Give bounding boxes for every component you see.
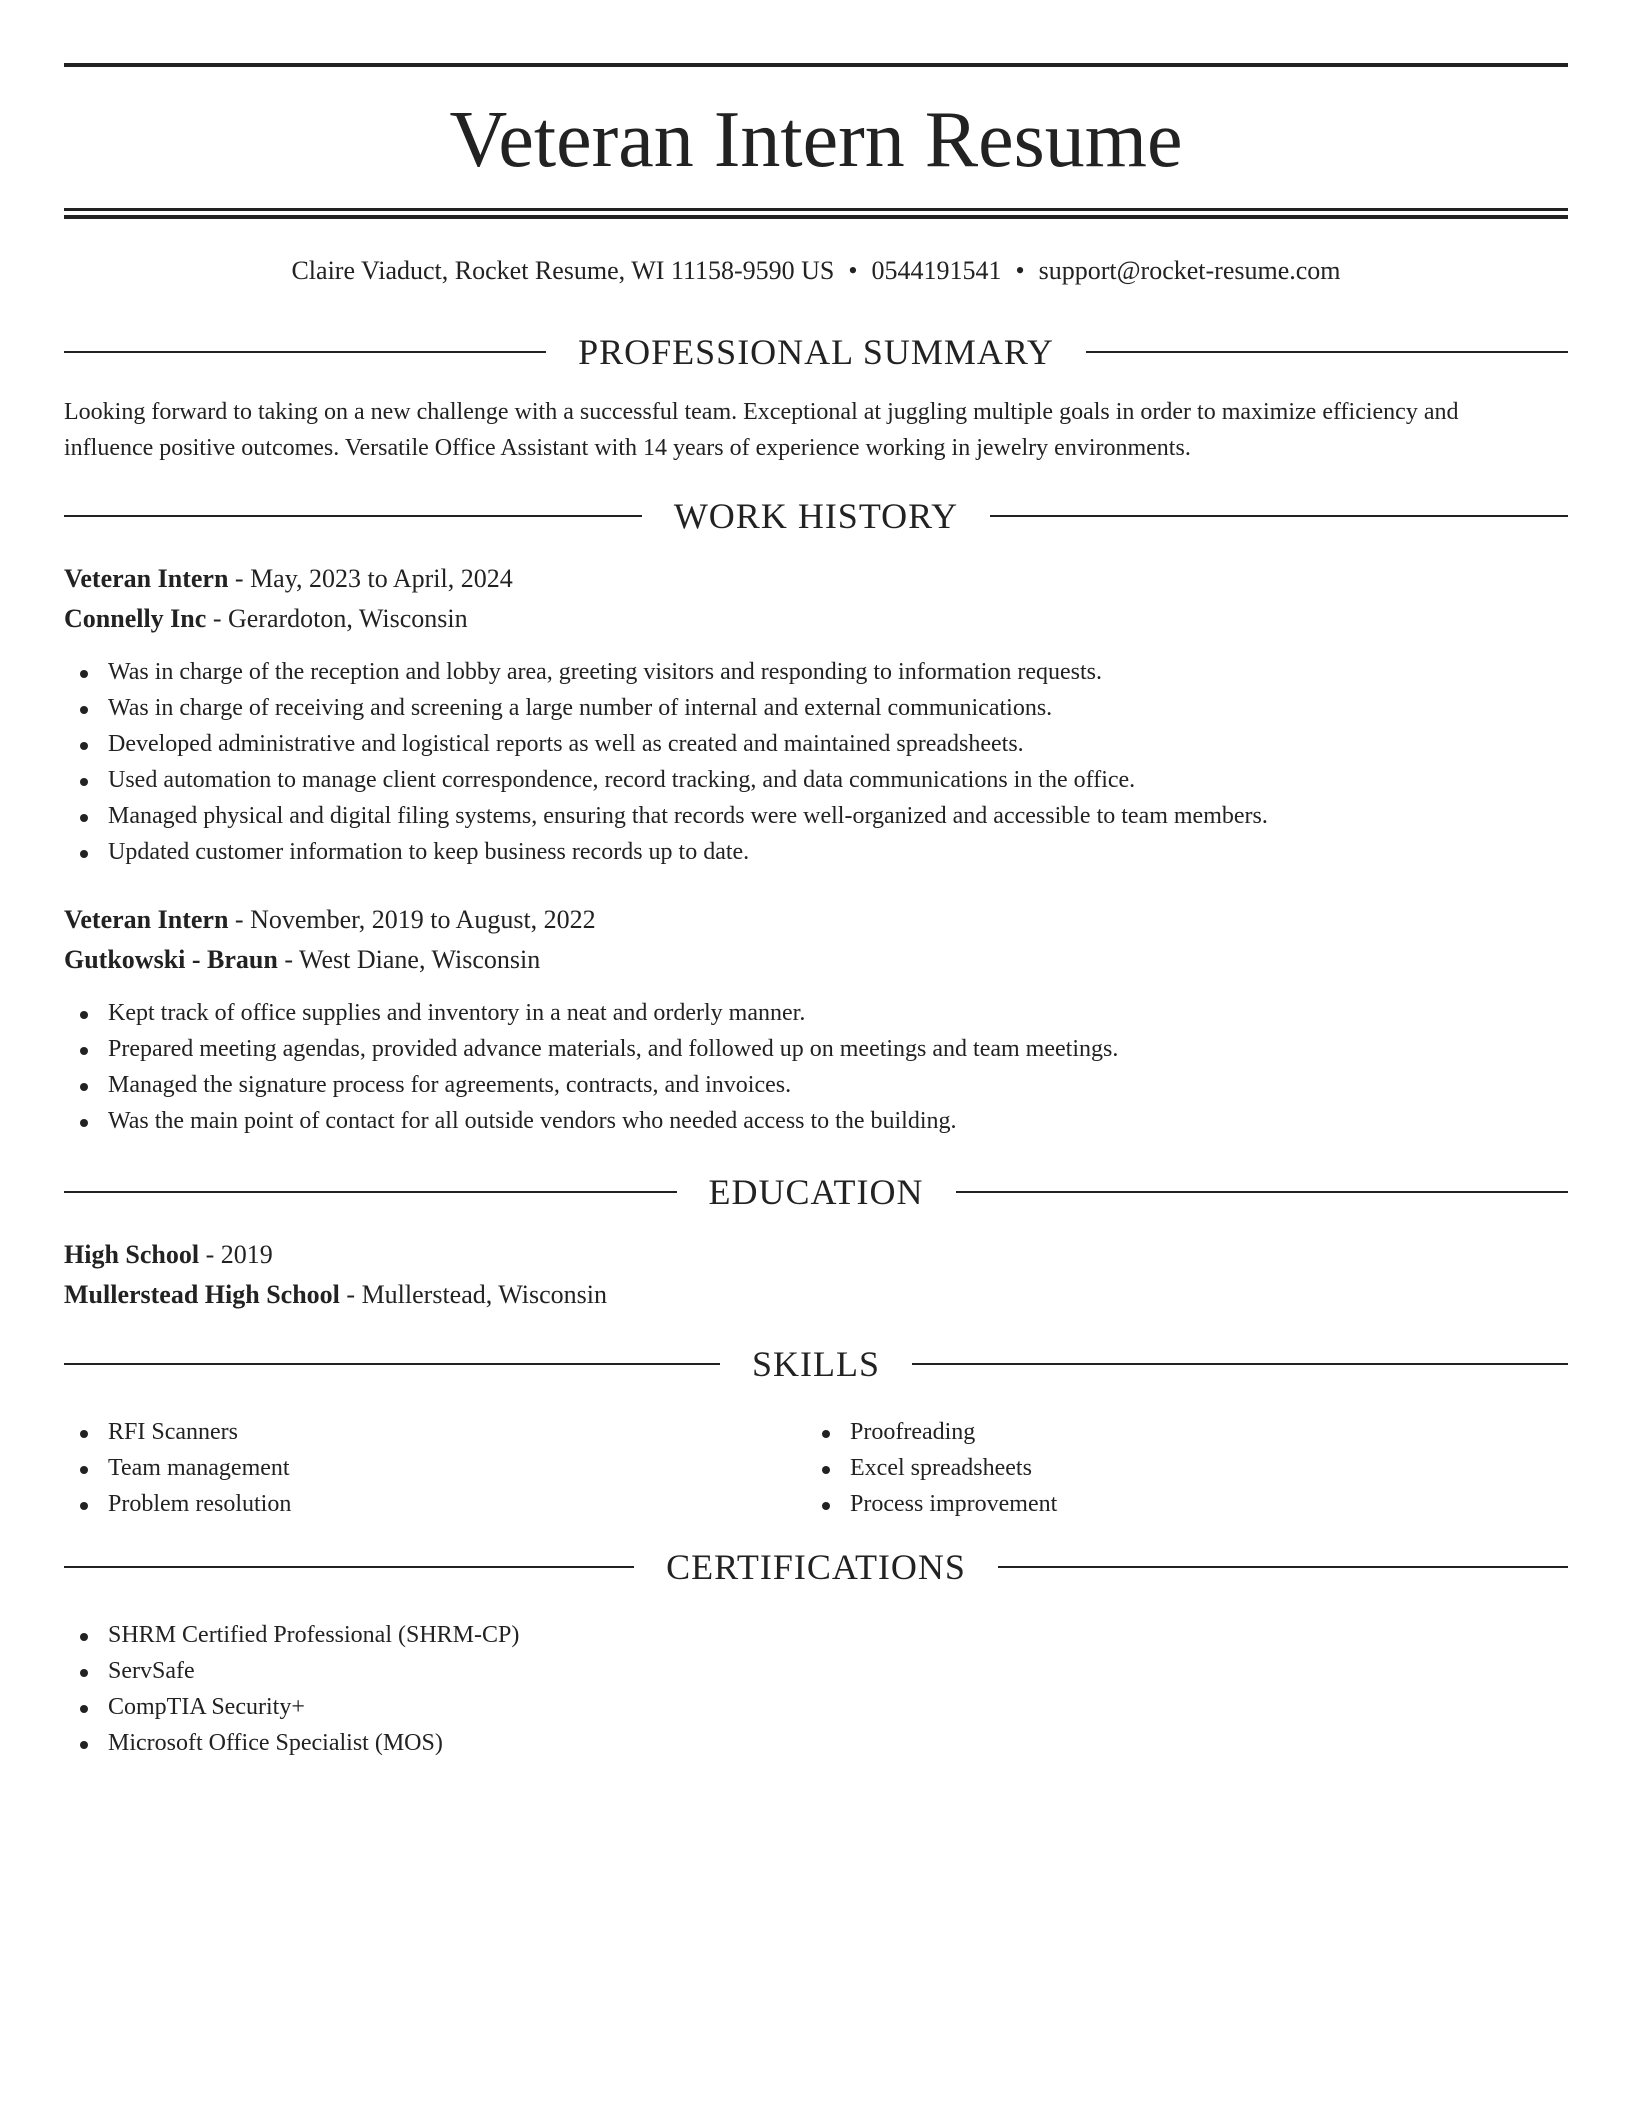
summary-heading-label: PROFESSIONAL SUMMARY [578,332,1054,372]
list-item: Was in charge of the reception and lobby area, greeting visitors and responding to information requests. [64,654,1568,690]
summary-paragraph [64,394,1568,466]
education-section-heading [64,1170,1568,1214]
list-item: Used automation to manage client correspondence, record tracking, and data communications in the office. [64,762,1568,798]
list-item: Problem resolution [64,1486,764,1522]
heading-rule-left [64,1191,677,1193]
skills-list-left [64,1414,764,1522]
job-duties-list [64,995,1568,1139]
education-degree: High School [64,1240,200,1269]
summary-section-heading [64,330,1568,374]
list-item: CompTIA Security+ [64,1689,1568,1725]
education-school-line [64,1278,1568,1312]
heading-rule-left [64,1566,634,1568]
work-history-heading-label: WORK HISTORY [673,496,959,536]
contact-separator: • [1015,256,1025,285]
education-school: Mullerstead High School [64,1280,340,1309]
list-item: Managed physical and digital filing systems, ensuring that records were well-organized and accessible to team members. [64,798,1568,834]
list-item: Team management [64,1450,764,1486]
job-title-line [64,562,1568,596]
summary-line-1: Looking forward to taking on a new challenge with a successful team. Exceptional at juggling multiple goals in order to maximize efficiency and [64,399,1459,425]
list-item: Excel spreadsheets [806,1450,1506,1486]
heading-rule-right [912,1363,1568,1365]
contact-address: Claire Viaduct, Rocket Resume, WI 11158-9590 US [291,256,835,285]
list-item: Managed the signature process for agreements, contracts, and invoices. [64,1067,1568,1103]
contact-email: support@rocket-resume.com [1038,256,1341,285]
certifications-heading-label: CERTIFICATIONS [666,1547,966,1587]
list-item: SHRM Certified Professional (SHRM-CP) [64,1617,1568,1653]
list-item: Microsoft Office Specialist (MOS) [64,1725,1568,1761]
job-dates: - November, 2019 to August, 2022 [228,905,596,934]
list-item: Proofreading [806,1414,1506,1450]
job-company-line [64,943,1568,977]
list-item: Prepared meeting agendas, provided advance materials, and followed up on meetings and team meetings. [64,1031,1568,1067]
contact-separator: • [848,256,858,285]
job-company: Connelly Inc [64,604,207,633]
list-item: Process improvement [806,1486,1506,1522]
job-title-line [64,903,1568,937]
skills-heading-label: SKILLS [752,1344,881,1384]
contact-line [64,254,1568,288]
job-duties-list [64,654,1568,870]
job-company: Gutkowski - Braun [64,945,278,974]
job-location: - Gerardoton, Wisconsin [206,604,468,633]
summary-line-2: influence positive outcomes. Versatile Office Assistant with 14 years of experience working in jewelry environments. [64,435,1191,461]
heading-rule-right [998,1566,1568,1568]
heading-rule-right [990,515,1568,517]
heading-rule-right [956,1191,1569,1193]
job-location: - West Diane, Wisconsin [277,945,541,974]
heading-rule-left [64,1363,720,1365]
list-item: ServSafe [64,1653,1568,1689]
list-item: Updated customer information to keep business records up to date. [64,834,1568,870]
heading-rule-left [64,515,642,517]
work-history-section-heading [64,494,1568,538]
education-location: - Mullerstead, Wisconsin [339,1280,608,1309]
heading-rule-left [64,351,546,353]
education-degree-line [64,1238,1568,1272]
education-heading-label: EDUCATION [708,1172,924,1212]
certifications-section-heading [64,1545,1568,1589]
job-company-line [64,602,1568,636]
list-item: Was in charge of receiving and screening a large number of internal and external communications. [64,690,1568,726]
skills-list-right [806,1414,1506,1522]
skills-section-heading [64,1342,1568,1386]
top-rule [64,63,1568,67]
certifications-list [64,1617,1568,1761]
list-item: Was the main point of contact for all outside vendors who needed access to the building. [64,1103,1568,1139]
list-item: Kept track of office supplies and inventory in a neat and orderly manner. [64,995,1568,1031]
list-item: RFI Scanners [64,1414,764,1450]
title-rule-lower [64,215,1568,219]
heading-rule-right [1086,351,1568,353]
education-year: - 2019 [199,1240,273,1269]
list-item: Developed administrative and logistical reports as well as created and maintained spreadsheets. [64,726,1568,762]
job-title: Veteran Intern [64,564,229,593]
job-dates: - May, 2023 to April, 2024 [228,564,513,593]
job-title: Veteran Intern [64,905,229,934]
resume-title: Veteran Intern Resume [449,96,1183,184]
contact-phone: 0544191541 [871,256,1002,285]
title-rule-upper [64,208,1568,211]
